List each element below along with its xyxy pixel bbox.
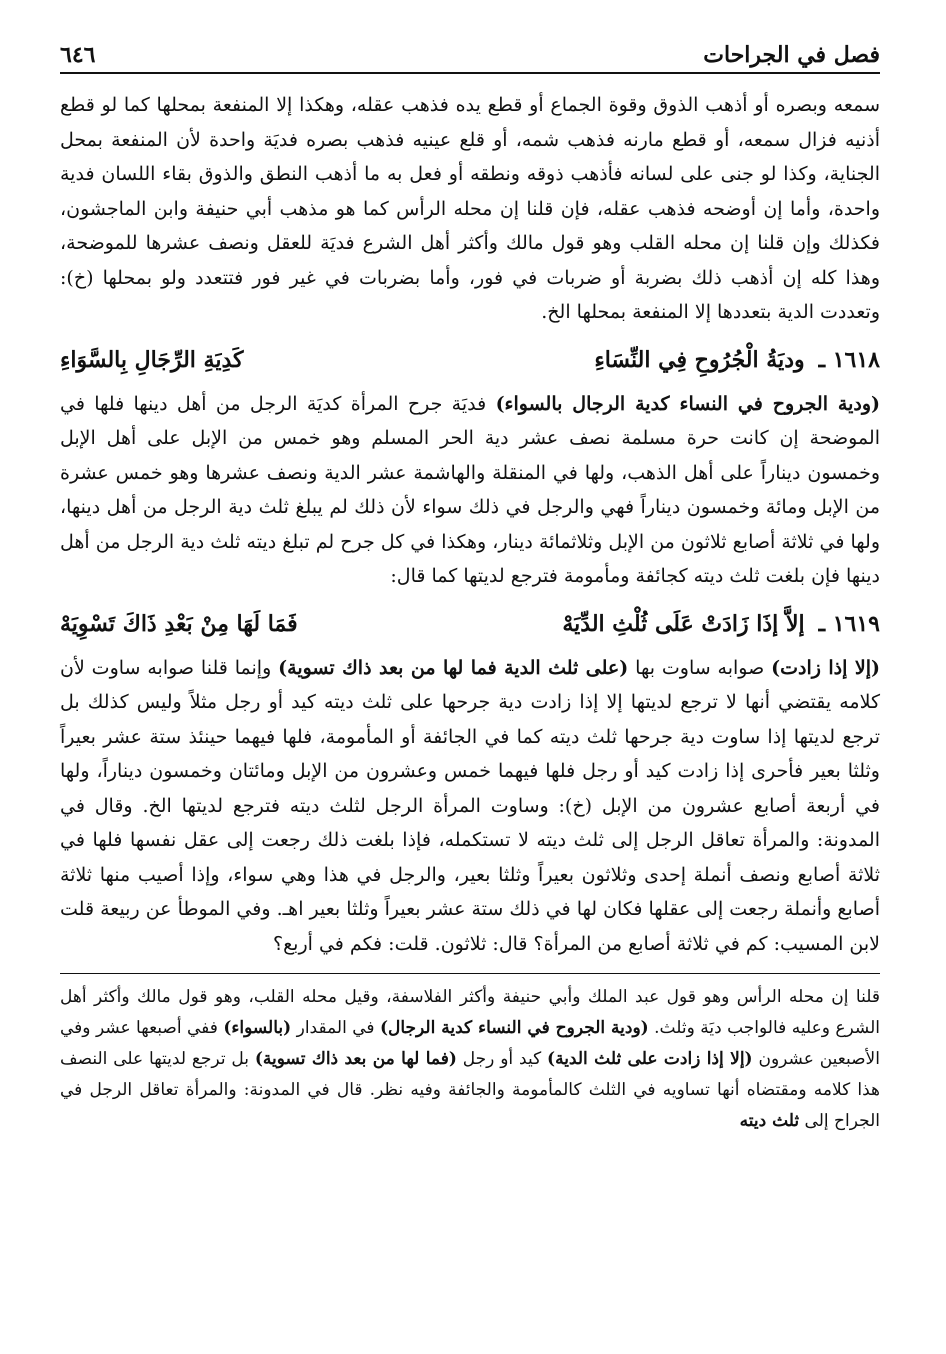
footnote-quote: (بالسواء) bbox=[223, 1018, 292, 1038]
verse-1619 bbox=[60, 604, 880, 645]
footnote-segment: كيد أو رجل bbox=[456, 1049, 548, 1069]
footnote-divider bbox=[60, 973, 880, 974]
verse-hemistich-first: وديَةُ الْجُرُوحِ فِي النِّسَاءِ bbox=[594, 346, 805, 373]
footnote-segment: ففي أصبعها عشر وفي الأصبعين عشرون bbox=[60, 1018, 880, 1069]
footnote-text bbox=[60, 982, 880, 1137]
commentary-paragraph-top: سمعه وبصره أو أذهب الذوق وقوة الجماع أو قطع يده فذهب عقله، وهكذا إلا المنفعة بمحلها كما لو قطع أذنيه فزال سمعه، أو قطع مارنه فذهب شمه، أو قلع عينيه فذهب بصره فديَة واحدة لأن المنفعة بمحل الجناية، وكذا لو جنى على لسانه فأذهب ذوقه ونطقه أو فعل به ما أذهب النطق والذوق بقاء اللسان فدية واحدة، وأما إن أوضحه فذهب عقله، فإن قلنا إن محله الرأس كما هو مذهب أبي حنيفة وابن الماجشون، فكذلك وإن قلنا إن محله القلب وهو قول مالك وأكثر أهل الشرع فديَة للعقل ونصف عشرها للموضحة، وهذا كله إن أذهب ذلك بضربة أو ضربات في فور، وأما بضربات في غير فور فتتعدد ولو بمحلها (خ): وتعددت الدية بتعددها إلا المنفعة بمحلها الخ. bbox=[60, 94, 880, 323]
verse-hemistich-second: كَدِيَةِ الرِّجَالِ بِالسَّوَاءِ bbox=[60, 346, 244, 373]
main-text bbox=[60, 88, 880, 961]
commentary-text: وإنما قلنا صوابه ساوت لأن كلامه يقتضي أنها لا ترجع لديتها إلا إذا زادت دية جرحها على ثلث ديته كيد أو رجل مثلاً وليس كذلك بل ترجع لديتها إذا ساوت دية جرحها ثلث ديته كما في الجائفة أو المأمومة، فلها فيهما حينئذ ستة عشر بعيراً وثلثا بعير فأحرى إذا زادت كيد أو رجل فلها فيهما خمس وعشرون من الإبل ومائتان وخمسون ديناراً، ولها في أربعة أصابع عشرون من الإبل (خ): وساوت المرأة الرجل لثلث ديته فترجع لديتها الخ. وقال في المدونة: والمرأة تعاقل الرجل إلى ثلث ديته لا تستكمله، فإذا بلغت ذلك رجعت إلى عقل نفسها فلها في ثلاثة أصابع ونصف أنملة إحدى وثلاثون بعيراً وثلثا بعير، والرجل في هذا وهي سواء، وإذا أصيب منها ثلاثة أصابع وأنملة رجعت إلى عقلها فكان لها في ذلك ستة عشر بعيراً وثلثا بعير اهـ. وفي الموطأ عن ربيعة قلت لابن المسيب: كم في ثلاثة أصابع من المرأة؟ قال: ثلاثون. قلت: فكم في أربع؟ bbox=[60, 656, 880, 955]
quoted-verse-text: (على ثلث الدية فما لها من بعد ذاك تسوية) bbox=[278, 656, 629, 679]
running-header bbox=[60, 28, 880, 74]
verse-hemistich-first: إلاَّ إذَا زَادَتْ عَلَى ثُلْثِ الدِّيَهْ bbox=[562, 610, 805, 637]
commentary-text: صوابه ساوت بها bbox=[628, 656, 772, 679]
footnote-quote: (فما لها من بعد ذاك تسوية) bbox=[254, 1049, 457, 1069]
header-title: فصل في الجراحات bbox=[703, 42, 880, 68]
verse-number: ١٦١٩ ـ bbox=[818, 610, 880, 637]
footnote-segment: بل ترجع لديتها على النصف هذا كلامه ومقتضاه أنها تساويه في الثلث كالمأمومة والجائفة وفيه نظر. قال في المدونة: والمرأة تعاقل الرجل في الجراح إلى bbox=[60, 1049, 880, 1131]
verse-number: ١٦١٨ ـ bbox=[818, 346, 880, 373]
verse-1618 bbox=[60, 340, 880, 381]
footnote-quote: (إلا إذا زادت على ثلث الدية) bbox=[547, 1049, 753, 1069]
commentary-paragraph-1618 bbox=[60, 387, 880, 594]
footnote-segment: قلنا إن محله الرأس وهو قول عبد الملك وأبي حنيفة وأكثر الفلاسفة، وقيل محله القلب، وهو قول مالك وأكثر أهل الشرع وعليه فالواجب ديَة وثلث. bbox=[60, 987, 880, 1038]
commentary-text: فديَة جرح المرأة كديَة الرجل من أهل دينها فلها في الموضحة إن كانت حرة مسلمة نصف عشر دية الحر المسلم وهو خمس من الإبل على أهل الإبل وخمسون ديناراً على أهل الذهب، ولها في المنقلة والهاشمة عشر الدية ونصف عشرها وهو خمس عشرة من الإبل ومائة وخمسون ديناراً فهي والرجل في ذلك سواء لأن ذلك لم يبلغ ثلث دية الرجل من أهل دينها، ولها في ثلاثة أصابع ثلاثون من الإبل وثلاثمائة دينار، وهكذا في كل جرح لم تبلغ ديته ثلث دية الرجل من أهل دينها فإن بلغت ثلث ديته كجائفة ومأمومة فترجع لديتها كما قال: bbox=[60, 392, 880, 587]
quoted-verse-text: (إلا إذا زادت) bbox=[771, 656, 880, 679]
footnote-quote: (ودية الجروح في النساء كدية الرجال) bbox=[379, 1018, 649, 1038]
page-number: ٦٤٦ bbox=[60, 42, 96, 68]
book-page bbox=[60, 28, 880, 1338]
commentary-paragraph-1619 bbox=[60, 651, 880, 962]
quoted-verse-text: (ودية الجروح في النساء كدية الرجال بالسواء) bbox=[495, 392, 881, 415]
footnote-segment: في المقدار bbox=[291, 1018, 380, 1038]
verse-hemistich-second: فَمَا لَهَا مِنْ بَعْدِ ذَاكَ تَسْوِيَهْ bbox=[60, 610, 298, 637]
footnote-quote: ثلث ديته bbox=[739, 1111, 800, 1131]
